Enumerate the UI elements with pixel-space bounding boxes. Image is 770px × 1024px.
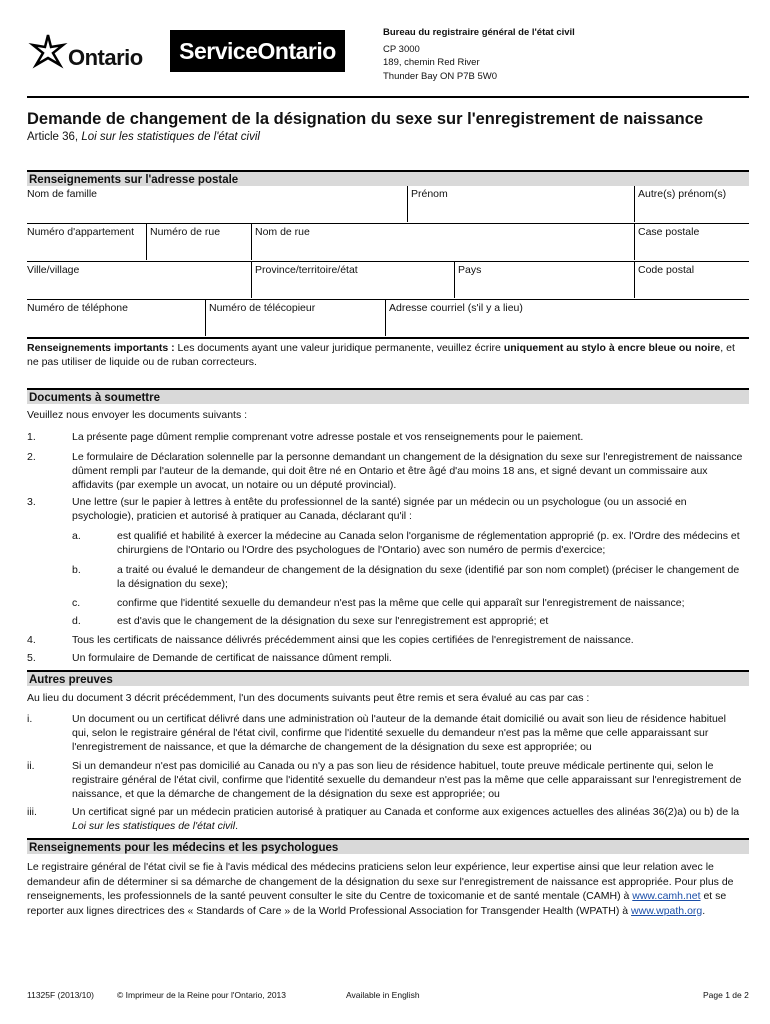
- copyright: © Imprimeur de la Reine pour l'Ontario, 2013: [117, 990, 286, 1000]
- item-number: 2.: [27, 451, 36, 463]
- law-title: Loi sur les statistiques de l'état civil: [72, 820, 236, 832]
- item-number: 5.: [27, 652, 36, 664]
- item-text: Une lettre (sur le papier à lettres à entête du professionnel de la santé) signée par un médecin ou un psychologue (ou un associé en psychologie), praticien et autorisé à pratiquer au Canada, déclarant qu'il :: [72, 496, 687, 522]
- city-field[interactable]: [27, 262, 251, 298]
- item-text: Si un demandeur n'est pas domicilié au Canada ou n'y a pas son lieu de résidence habituel, toute preuve médicale pertinente qui, selon le registraire général de l'état civil, confirme que l'identité sexuelle du demandeur n'est pas la même que celle apparaissant sur l'enregistrement de naissance, et que la démarche de changement de la désignation du sexe est appropriée; ou: [72, 760, 742, 800]
- item-number: ii.: [27, 760, 35, 772]
- address-line: CP 3000: [383, 43, 420, 55]
- divider: [27, 96, 749, 98]
- country-field[interactable]: [454, 262, 634, 298]
- item-text: La présente page dûment remplie comprenant votre adresse postale et vos renseignements pour le paiement.: [72, 431, 584, 443]
- medical-section-header: Renseignements pour les médecins et les psychologues: [27, 838, 749, 854]
- documents-section-header: Documents à soumettre: [27, 388, 749, 404]
- item-letter: d.: [72, 615, 81, 627]
- item-text: Le formulaire de Déclaration solennelle par la personne demandant un changement de la désignation du sexe sur l'enregistrement de naissance dûment rempli par l'auteur de la demande, qui doit être né en Ontario et être âgé d'au moins 18 ans, et signé devant un commissaire aux affidavits (par exemple un avocat, un notaire ou un député provincial).: [72, 451, 743, 491]
- fax-field[interactable]: [205, 300, 385, 336]
- item-text: est qualifié et habilité à exercer la médecine au Canada selon l'organisme de réglementation approprié (p. ex. l'Ordre des médecins et chirurgiens de l'Ontario ou l'Ordre des psychologues de l'Ontario) avec son numéro de permis d'exercice;: [117, 530, 740, 556]
- subtitle-law: Loi sur les statistiques de l'état civil: [81, 131, 260, 143]
- po-box-field[interactable]: [634, 224, 749, 260]
- medical-text-part: et se reporter aux lignes directrices des « Standards of Care » de la World Professional Association for Transgender Health (WPATH) à: [27, 890, 727, 917]
- item-number: 3.: [27, 496, 36, 508]
- item-text: [72, 805, 744, 833]
- item-text-part: Un certificat signé par un médecin praticien autorisé à pratiquer au Canada et conforme aux exigences actuelles des alinéas 36(2)a) ou b) de la: [72, 806, 740, 818]
- other-names-field[interactable]: [634, 186, 749, 222]
- camh-link[interactable]: www.camh.net: [632, 890, 701, 902]
- divider: [27, 299, 749, 300]
- medical-text: [27, 860, 745, 918]
- address-line: Thunder Bay ON P7B 5W0: [383, 70, 498, 82]
- page-subtitle: [27, 131, 260, 143]
- divider: [27, 337, 749, 339]
- divider: [27, 261, 749, 262]
- documents-intro: Veuillez nous envoyer les documents suivants :: [27, 409, 248, 421]
- item-text: est d'avis que le changement de la désignation du sexe sur l'enregistrement est approprié; et: [117, 615, 549, 627]
- field-label: Ville/village: [27, 264, 80, 276]
- item-text: Un formulaire de Demande de certificat de naissance dûment rempli.: [72, 652, 392, 664]
- page-title: Demande de changement de la désignation du sexe sur l'enregistrement de naissance: [27, 110, 704, 128]
- field-label: Nom de famille: [27, 188, 98, 200]
- divider: [27, 223, 749, 224]
- field-label: Code postal: [638, 264, 695, 276]
- important-text: , et ne pas utiliser de liquide ou de ruban correcteurs.: [27, 342, 735, 368]
- office-name: Bureau du registraire général de l'état civil: [383, 27, 575, 38]
- proofs-section-header: Autres preuves: [27, 670, 749, 686]
- important-emphasis: uniquement au stylo à encre bleue ou noire: [503, 342, 721, 354]
- first-name-field[interactable]: [407, 186, 634, 222]
- proofs-intro: Au lieu du document 3 décrit précédemment, l'un des documents suivants peut être remis et sera évalué au cas par cas :: [27, 692, 590, 704]
- address-line: 189, chemin Red River: [383, 57, 480, 68]
- item-number: 1.: [27, 431, 36, 443]
- field-label: Adresse courriel (s'il y a lieu): [389, 302, 523, 314]
- item-text: Tous les certificats de naissance délivrés précédemment ainsi que les copies certifiées de l'enregistrement de naissance.: [72, 634, 634, 646]
- item-letter: a.: [72, 530, 81, 542]
- important-text: Les documents ayant une valeur juridique permanente, veuillez écrire: [174, 342, 504, 354]
- last-name-field[interactable]: [27, 186, 407, 222]
- item-number: iii.: [27, 806, 37, 818]
- office-address: [383, 26, 575, 83]
- page-number: Page 1 de 2: [703, 990, 749, 1000]
- item-text: Un document ou un certificat délivré dans une administration où l'auteur de la demande était domicilié ou avait son lieu de résidence habituel qui, selon le registraire général de l'état civil, confirme que l'identité sexuelle du demandeur n'est pas la même que celle apparaissant sur l'enregistrement de naissance, et que la démarche de changement de la désignation du sexe est appropriée; ou: [72, 713, 726, 753]
- english-availability: Available in English: [346, 990, 420, 1000]
- field-label: Prénom: [411, 188, 448, 200]
- medical-text-part: .: [702, 904, 706, 917]
- important-note: [27, 342, 749, 369]
- postal-code-field[interactable]: [634, 262, 749, 298]
- ontario-wordmark: Ontario: [68, 45, 143, 70]
- important-label: Renseignements importants :: [27, 342, 175, 354]
- field-label: Case postale: [638, 226, 700, 238]
- field-label: Pays: [458, 264, 482, 276]
- wpath-link[interactable]: www.wpath.org: [631, 904, 703, 917]
- item-letter: c.: [72, 597, 81, 609]
- ontario-logo: [28, 30, 143, 72]
- field-label: Numéro de télécopieur: [209, 302, 316, 314]
- field-label: Autre(s) prénom(s): [638, 188, 727, 200]
- item-text-part: .: [235, 820, 238, 832]
- field-label: Numéro de téléphone: [27, 302, 128, 314]
- street-number-field[interactable]: [146, 224, 251, 260]
- address-section-header: Renseignements sur l'adresse postale: [27, 170, 749, 186]
- medical-text-part: Le registraire général de l'état civil se fie à l'avis médical des médecins praticiens selon leur expérience, leur expertise ainsi que leur relation avec le demandeur afin de déterminer si sa démarche de changement de la désignation du sexe sur l'enregistrement de naissance est appropriée. Pour plus de renseignements, les professionnels de la santé peuvent consulter le site du Centre de toxicomanie et de santé mentale (CAMH) à: [27, 861, 734, 902]
- field-label: Province/territoire/état: [255, 264, 358, 276]
- field-label: Nom de rue: [255, 226, 310, 238]
- phone-field[interactable]: [27, 300, 205, 336]
- form-number: 11325F (2013/10): [27, 990, 94, 1000]
- item-letter: b.: [72, 564, 81, 576]
- item-number: 4.: [27, 634, 36, 646]
- email-field[interactable]: [385, 300, 749, 336]
- address-grid: [27, 186, 749, 338]
- item-text: confirme que l'identité sexuelle du demandeur n'est pas la même que celle qui apparaît sur l'enregistrement de naissance;: [117, 597, 685, 609]
- item-text: a traité ou évalué le demandeur de changement de la désignation du sexe (identifié par son nom complet) (préciser le changement de la désignation du sexe);: [117, 564, 740, 590]
- serviceontario-logo: ServiceOntario: [170, 30, 345, 72]
- street-name-field[interactable]: [251, 224, 634, 260]
- province-field[interactable]: [251, 262, 454, 298]
- trillium-icon: [28, 32, 68, 72]
- field-label: Numéro de rue: [150, 226, 221, 238]
- item-number: i.: [27, 713, 33, 725]
- subtitle-prefix: Article 36,: [27, 131, 79, 143]
- field-label: Numéro d'appartement: [27, 226, 135, 238]
- apartment-number-field[interactable]: [27, 224, 146, 260]
